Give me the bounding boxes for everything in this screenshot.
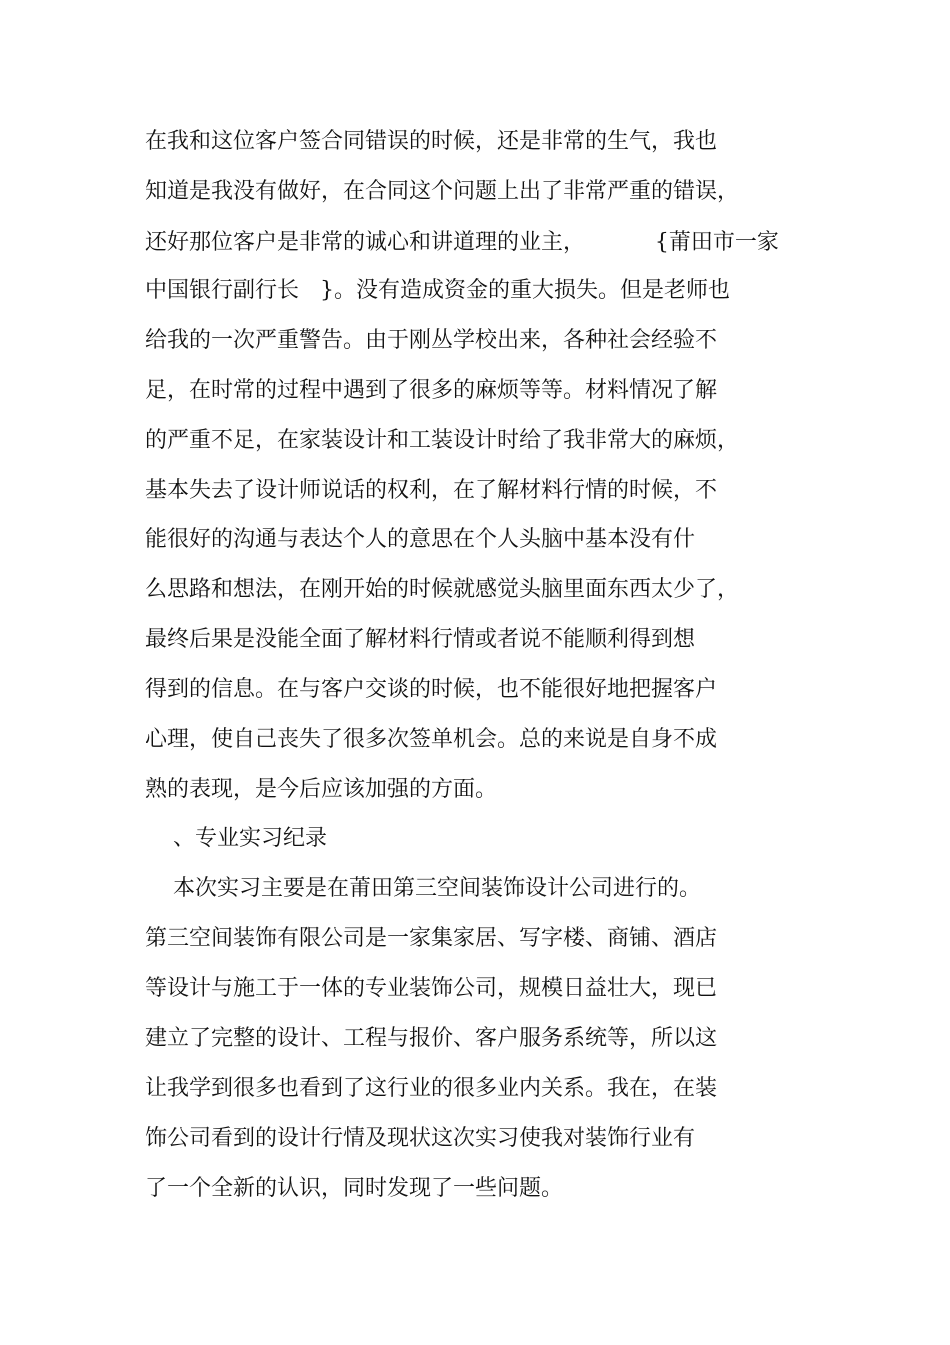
text-line-6: 足，在时常的过程中遇到了很多的麻烦等等。材料情况了解 — [145, 378, 718, 403]
text-line-9: 能很好的沟通与表达个人的意思在个人头脑中基本没有什 — [145, 527, 696, 552]
text-line-20: 让我学到很多也看到了这行业的很多业内关系。我在，在装 — [145, 1076, 718, 1101]
text-line-2: 知道是我没有做好，在合同这个问题上出了非常严重的错误， — [145, 179, 740, 204]
text-line-3: 还好那位客户是非常的诚心和讲道理的业主， {莆田市一家 — [145, 230, 779, 255]
text-line-13: 心理，使自己丧失了很多次签单机会。总的来说是自身不成 — [145, 727, 718, 752]
text-line-1: 在我和这位客户签合同错误的时候，还是非常的生气，我也 — [145, 129, 718, 154]
text-line-4: 中国银行副行长 }。没有造成资金的重大损失。但是老师也 — [145, 278, 730, 303]
text-line-17: 第三空间装饰有限公司是一家集家居、写字楼、商铺、酒店 — [145, 926, 718, 951]
text-line-8: 基本失去了设计师说话的权利，在了解材料行情的时候，不 — [145, 478, 718, 503]
text-line-5: 给我的一次严重警告。由于刚丛学校出来，各种社会经验不 — [145, 328, 718, 353]
text-line-7: 的严重不足，在家装设计和工装设计时给了我非常大的麻烦， — [145, 428, 740, 453]
text-line-22: 了一个全新的认识，同时发现了一些问题。 — [145, 1176, 564, 1201]
text-line-11: 最终后果是没能全面了解材料行情或者说不能顺利得到想 — [145, 627, 696, 652]
text-line-14: 熟的表现，是今后应该加强的方面。 — [145, 777, 498, 802]
text-line-21: 饰公司看到的设计行情及现状这次实习使我对装饰行业有 — [145, 1126, 696, 1151]
text-line-12: 得到的信息。在与客户交谈的时候，也不能很好地把握客户 — [145, 677, 718, 702]
text-line-19: 建立了完整的设计、工程与报价、客户服务系统等，所以这 — [145, 1026, 718, 1051]
text-line-16: 本次实习主要是在莆田第三空间装饰设计公司进行的。 — [145, 876, 701, 901]
text-line-18: 等设计与施工于一体的专业装饰公司，规模日益壮大，现已 — [145, 976, 718, 1001]
text-line-10: 么思路和想法，在刚开始的时候就感觉头脑里面东西太少了， — [145, 577, 740, 602]
section-heading: 、专业实习纪录 — [145, 826, 327, 851]
